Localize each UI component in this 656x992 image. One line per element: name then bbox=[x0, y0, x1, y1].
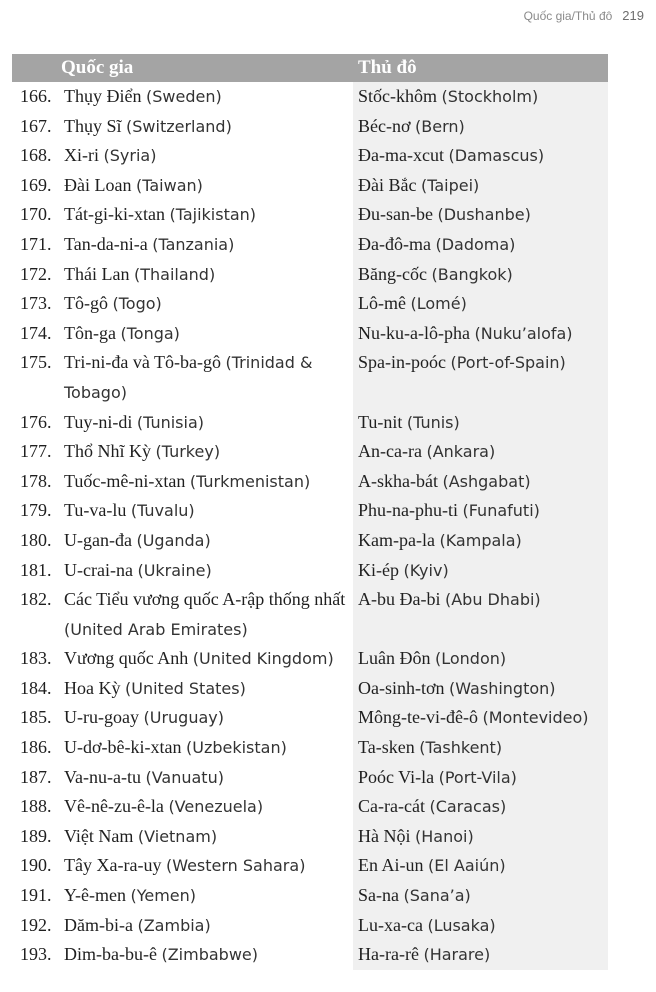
country-name-en: (Turkey) bbox=[155, 442, 221, 462]
row-number: 187. bbox=[20, 766, 52, 787]
country-name-vi: Thụy Điển bbox=[64, 86, 142, 106]
capital-name-vi: Đa-ma-xcut bbox=[358, 145, 444, 166]
country-cell bbox=[12, 733, 353, 763]
capital-name-en: (Kampala) bbox=[439, 530, 522, 550]
country-name-en: (Uganda) bbox=[136, 530, 211, 550]
country-name bbox=[64, 703, 353, 733]
capital-name-vi: Ca-ra-cát bbox=[358, 796, 425, 817]
capital-cell bbox=[353, 289, 608, 319]
country-name-vi: Thổ Nhĩ Kỳ bbox=[64, 441, 151, 462]
country-cell bbox=[12, 792, 353, 822]
capital-name-en: (Caracas) bbox=[429, 797, 507, 817]
country-name-vi: Dăm-bi-a bbox=[64, 914, 133, 935]
capital-name-en: (London) bbox=[434, 649, 507, 669]
capital-cell bbox=[353, 348, 608, 407]
capital-cell bbox=[353, 260, 608, 290]
country-cell bbox=[12, 674, 353, 704]
row-number: 178. bbox=[20, 470, 52, 491]
country-name bbox=[64, 792, 353, 822]
country-name-vi: Tát-gi-ki-xtan bbox=[64, 204, 165, 225]
capital-name-vi: Đu-san-be bbox=[358, 204, 433, 225]
capital-name-vi: A-bu Đa-bi bbox=[358, 589, 441, 610]
country-name-vi: Tây Xa-ra-uy bbox=[64, 855, 162, 876]
row-number: 171. bbox=[20, 233, 52, 254]
country-name-vi: U-dơ-bê-ki-xtan bbox=[64, 737, 182, 758]
country-name-vi: Đài Loan bbox=[64, 174, 132, 195]
table-row bbox=[12, 348, 608, 407]
country-name bbox=[64, 496, 353, 526]
country-name-vi: Tô-gô bbox=[64, 293, 108, 314]
row-number: 191. bbox=[20, 885, 52, 906]
table-row bbox=[12, 526, 608, 556]
capital-cell bbox=[353, 496, 608, 526]
row-number: 193. bbox=[20, 944, 52, 965]
capital-name-en: (Washington) bbox=[449, 678, 556, 698]
table-row bbox=[12, 940, 608, 970]
country-cell bbox=[12, 585, 353, 644]
country-name-en: (Tonga) bbox=[120, 323, 180, 343]
country-name bbox=[64, 289, 353, 319]
capital-name-vi: Ha-ra-rê bbox=[358, 944, 419, 965]
country-name bbox=[64, 585, 353, 644]
capital-name-vi: Kam-pa-la bbox=[358, 529, 435, 550]
row-number: 182. bbox=[20, 589, 52, 610]
capital-name-vi: Đài Bắc bbox=[358, 174, 417, 195]
country-name bbox=[64, 526, 353, 556]
country-name-vi: Tan-da-ni-a bbox=[64, 233, 148, 254]
capital-name-vi: An-ca-ra bbox=[358, 441, 422, 462]
country-cell bbox=[12, 141, 353, 171]
country-cell bbox=[12, 289, 353, 319]
capital-name-en: (Bangkok) bbox=[431, 264, 513, 284]
capital-name-vi: Oa-sinh-tơn bbox=[358, 677, 445, 698]
capital-name-en: (Nuku’alofa) bbox=[474, 323, 573, 343]
capital-name-en: (Tunis) bbox=[406, 412, 460, 432]
country-name bbox=[64, 82, 353, 112]
table-header bbox=[12, 54, 608, 82]
capital-cell bbox=[353, 556, 608, 586]
row-number: 172. bbox=[20, 263, 52, 284]
table-row bbox=[12, 911, 608, 941]
capital-cell bbox=[353, 526, 608, 556]
table-body bbox=[12, 82, 608, 970]
country-name-vi: Việt Nam bbox=[64, 825, 134, 846]
country-name bbox=[64, 437, 353, 467]
table-row bbox=[12, 82, 608, 112]
page-number: 219 bbox=[622, 8, 644, 23]
row-number: 189. bbox=[20, 825, 52, 846]
country-name-en: (Zimbabwe) bbox=[161, 945, 258, 965]
country-name-en: (United Kingdom) bbox=[192, 649, 334, 669]
capital-name-vi: Spa-in-poóc bbox=[358, 352, 446, 373]
capital-cell bbox=[353, 851, 608, 881]
capital-name-en: (Hanoi) bbox=[415, 826, 474, 846]
country-cell bbox=[12, 260, 353, 290]
capital-cell bbox=[353, 881, 608, 911]
country-name-vi: Các Tiểu vương quốc A-rập thống nhất bbox=[64, 589, 346, 610]
country-cell bbox=[12, 230, 353, 260]
row-number: 174. bbox=[20, 322, 52, 343]
country-name bbox=[64, 141, 353, 171]
capital-cell bbox=[353, 644, 608, 674]
table-row bbox=[12, 112, 608, 142]
country-name bbox=[64, 644, 353, 674]
row-number: 177. bbox=[20, 441, 52, 462]
country-name-vi: U-ru-goay bbox=[64, 707, 139, 728]
country-name bbox=[64, 112, 353, 142]
row-number: 168. bbox=[20, 145, 52, 166]
capital-name-en: (Port-Vila) bbox=[438, 767, 517, 787]
country-name-vi: Tuốc-mê-ni-xtan bbox=[64, 470, 186, 491]
table-row bbox=[12, 881, 608, 911]
country-name-en: (United Arab Emirates) bbox=[64, 619, 248, 639]
capital-name-en: (Funafuti) bbox=[462, 501, 540, 521]
capital-name-vi: Tu-nit bbox=[358, 411, 403, 432]
row-number: 179. bbox=[20, 500, 52, 521]
capital-name-vi: Ki-ép bbox=[358, 559, 399, 580]
country-name bbox=[64, 260, 353, 290]
country-name-en: (Thailand) bbox=[133, 264, 216, 284]
capital-cell bbox=[353, 112, 608, 142]
row-number: 170. bbox=[20, 204, 52, 225]
country-name bbox=[64, 348, 353, 407]
capital-name-vi: Mông-te-vi-đê-ô bbox=[358, 707, 478, 728]
table-row bbox=[12, 733, 608, 763]
country-name-vi: U-crai-na bbox=[64, 559, 133, 580]
country-name-en: (Vietnam) bbox=[137, 826, 218, 846]
running-header bbox=[524, 8, 644, 23]
table-row bbox=[12, 585, 608, 644]
capital-name-en: (Stockholm) bbox=[441, 87, 539, 106]
country-name bbox=[64, 408, 353, 438]
row-number: 175. bbox=[20, 352, 52, 373]
country-name bbox=[64, 822, 353, 852]
table-row bbox=[12, 851, 608, 881]
country-name-en: (Zambia) bbox=[137, 915, 211, 935]
capital-name-en: (Port-of-Spain) bbox=[450, 353, 566, 373]
country-cell bbox=[12, 940, 353, 970]
header-capital: Thủ đô bbox=[358, 57, 417, 78]
table-row bbox=[12, 437, 608, 467]
capital-name-en: (Sana’a) bbox=[403, 886, 471, 906]
country-cell bbox=[12, 703, 353, 733]
country-name-vi: Tri-ni-đa và Tô-ba-gô bbox=[64, 352, 221, 373]
country-name-vi: Va-nu-a-tu bbox=[64, 766, 141, 787]
country-cell bbox=[12, 556, 353, 586]
row-number: 181. bbox=[20, 559, 52, 580]
capital-name-vi: Băng-cốc bbox=[358, 263, 427, 284]
country-name-en: (Trinidad & Tobago) bbox=[64, 353, 313, 402]
row-number: 184. bbox=[20, 677, 52, 698]
country-name-en: (Tunisia) bbox=[136, 412, 204, 432]
country-name-en: (Ukraine) bbox=[137, 560, 212, 580]
capital-cell bbox=[353, 792, 608, 822]
country-name-en: (Venezuela) bbox=[168, 797, 264, 817]
country-name-en: (Vanuatu) bbox=[145, 767, 224, 787]
country-name-vi: Y-ê-men bbox=[64, 885, 126, 906]
capital-name-en: (Lomé) bbox=[410, 294, 467, 314]
country-cell bbox=[12, 319, 353, 349]
capital-name-vi: Sa-na bbox=[358, 885, 399, 906]
capital-name-vi: Phu-na-phu-ti bbox=[358, 500, 458, 521]
capital-cell bbox=[353, 703, 608, 733]
row-number: 183. bbox=[20, 648, 52, 669]
country-name-vi: Xi-ri bbox=[64, 145, 99, 166]
capital-cell bbox=[353, 200, 608, 230]
capital-name-en: (Harare) bbox=[423, 945, 491, 965]
country-name-vi: Vê-nê-zu-ê-la bbox=[64, 796, 164, 817]
country-name bbox=[64, 319, 353, 349]
capital-name-en: (Ashgabat) bbox=[442, 471, 531, 491]
country-name-en: (Turkmenistan) bbox=[189, 471, 311, 491]
row-number: 185. bbox=[20, 707, 52, 728]
country-name-en: (Tuvalu) bbox=[130, 501, 195, 521]
table-row bbox=[12, 289, 608, 319]
country-name-en: (United States) bbox=[125, 678, 246, 698]
capital-name-en: (Ankara) bbox=[426, 442, 496, 462]
table-row bbox=[12, 408, 608, 438]
capital-cell bbox=[353, 763, 608, 793]
country-name-vi: Dim-ba-bu-ê bbox=[64, 944, 157, 965]
capital-name-vi: Stốc-khôm bbox=[358, 86, 437, 106]
country-name-en: (Taiwan) bbox=[135, 175, 203, 195]
capital-name-vi: A-skha-bát bbox=[358, 470, 438, 491]
capital-name-en: (Dushanbe) bbox=[437, 205, 531, 225]
country-name-en: (Uzbekistan) bbox=[185, 738, 287, 758]
table-row bbox=[12, 674, 608, 704]
country-name-vi: Tôn-ga bbox=[64, 322, 116, 343]
table-row bbox=[12, 319, 608, 349]
country-name-en: (Sweden) bbox=[145, 87, 222, 106]
country-name-vi: U-gan-đa bbox=[64, 529, 132, 550]
country-name bbox=[64, 881, 353, 911]
country-cell bbox=[12, 496, 353, 526]
capital-cell bbox=[353, 822, 608, 852]
country-cell bbox=[12, 467, 353, 497]
country-name bbox=[64, 733, 353, 763]
table-row bbox=[12, 556, 608, 586]
table-row bbox=[12, 763, 608, 793]
country-cell bbox=[12, 437, 353, 467]
country-capital-table bbox=[12, 54, 608, 970]
table-row bbox=[12, 467, 608, 497]
country-cell bbox=[12, 822, 353, 852]
table-row bbox=[12, 260, 608, 290]
country-name bbox=[64, 171, 353, 201]
capital-cell bbox=[353, 437, 608, 467]
capital-name-en: (Kyiv) bbox=[403, 560, 449, 580]
capital-cell bbox=[353, 585, 608, 644]
capital-name-en: (Lusaka) bbox=[427, 915, 496, 935]
capital-cell bbox=[353, 319, 608, 349]
capital-name-vi: Nu-ku-a-lô-pha bbox=[358, 322, 470, 343]
country-name bbox=[64, 851, 353, 881]
capital-name-en: (Montevideo) bbox=[482, 708, 589, 728]
country-name-en: (Switzerland) bbox=[126, 116, 232, 136]
table-row bbox=[12, 141, 608, 171]
country-cell bbox=[12, 112, 353, 142]
country-cell bbox=[12, 348, 353, 407]
country-cell bbox=[12, 911, 353, 941]
row-number: 192. bbox=[20, 914, 52, 935]
table-row bbox=[12, 822, 608, 852]
capital-cell bbox=[353, 911, 608, 941]
table-row bbox=[12, 171, 608, 201]
table-row bbox=[12, 703, 608, 733]
capital-name-vi: Đa-đô-ma bbox=[358, 233, 431, 254]
capital-cell bbox=[353, 940, 608, 970]
row-number: 173. bbox=[20, 293, 52, 314]
country-name-en: (Togo) bbox=[112, 294, 162, 314]
header-country: Quốc gia bbox=[61, 57, 134, 78]
country-cell bbox=[12, 171, 353, 201]
country-cell bbox=[12, 82, 353, 112]
country-name-vi: Thụy Sĩ bbox=[64, 115, 122, 136]
country-name-en: (Uruguay) bbox=[143, 708, 224, 728]
country-name-vi: Hoa Kỳ bbox=[64, 677, 121, 698]
capital-name-en: (Abu Dhabi) bbox=[444, 590, 541, 610]
capital-name-en: (Taipei) bbox=[420, 175, 480, 195]
country-name-en: (Yemen) bbox=[130, 886, 197, 906]
running-header-section: Quốc gia/Thủ đô bbox=[523, 9, 613, 23]
table-row bbox=[12, 644, 608, 674]
country-cell bbox=[12, 526, 353, 556]
row-number: 188. bbox=[20, 796, 52, 817]
row-number: 167. bbox=[20, 115, 52, 136]
row-number: 186. bbox=[20, 737, 52, 758]
capital-name-vi: Luân Đôn bbox=[358, 648, 431, 669]
capital-name-vi: Lô-mê bbox=[358, 293, 406, 314]
country-cell bbox=[12, 851, 353, 881]
capital-cell bbox=[353, 408, 608, 438]
table-row bbox=[12, 792, 608, 822]
country-name bbox=[64, 911, 353, 941]
country-cell bbox=[12, 408, 353, 438]
row-number: 166. bbox=[20, 86, 52, 106]
capital-name-vi: Béc-nơ bbox=[358, 115, 411, 136]
capital-name-vi: Hà Nội bbox=[358, 825, 411, 846]
country-name bbox=[64, 467, 353, 497]
country-name-vi: Tuy-ni-di bbox=[64, 411, 133, 432]
country-name-en: (Tajikistan) bbox=[169, 205, 257, 225]
capital-cell bbox=[353, 674, 608, 704]
country-name-en: (Western Sahara) bbox=[165, 856, 306, 876]
country-name-en: (Tanzania) bbox=[152, 234, 235, 254]
capital-cell bbox=[353, 171, 608, 201]
row-number: 190. bbox=[20, 855, 52, 876]
capital-cell bbox=[353, 733, 608, 763]
capital-name-vi: Lu-xa-ca bbox=[358, 914, 423, 935]
capital-name-vi: Poóc Vi-la bbox=[358, 766, 435, 787]
country-cell bbox=[12, 881, 353, 911]
capital-cell bbox=[353, 82, 608, 112]
table-row bbox=[12, 230, 608, 260]
table-row bbox=[12, 200, 608, 230]
country-name bbox=[64, 200, 353, 230]
country-name bbox=[64, 940, 353, 970]
country-name-en: (Syria) bbox=[103, 146, 157, 166]
country-name-vi: Vương quốc Anh bbox=[64, 648, 189, 669]
country-name bbox=[64, 674, 353, 704]
capital-cell bbox=[353, 467, 608, 497]
capital-name-vi: En Ai-un bbox=[358, 855, 424, 876]
country-name bbox=[64, 556, 353, 586]
country-cell bbox=[12, 763, 353, 793]
country-cell bbox=[12, 644, 353, 674]
capital-name-en: (Bern) bbox=[415, 116, 465, 136]
country-name-vi: Thái Lan bbox=[64, 263, 130, 284]
capital-name-en: (Damascus) bbox=[448, 146, 545, 166]
country-cell bbox=[12, 200, 353, 230]
row-number: 169. bbox=[20, 174, 52, 195]
table-row bbox=[12, 496, 608, 526]
country-name bbox=[64, 763, 353, 793]
capital-cell bbox=[353, 141, 608, 171]
country-name bbox=[64, 230, 353, 260]
capital-name-vi: Ta-sken bbox=[358, 737, 415, 758]
row-number: 180. bbox=[20, 529, 52, 550]
row-number: 176. bbox=[20, 411, 52, 432]
country-name-vi: Tu-va-lu bbox=[64, 500, 127, 521]
capital-name-en: (El Aaiún) bbox=[428, 856, 506, 876]
capital-cell bbox=[353, 230, 608, 260]
capital-name-en: (Tashkent) bbox=[419, 738, 503, 758]
capital-name-en: (Dadoma) bbox=[435, 234, 516, 254]
